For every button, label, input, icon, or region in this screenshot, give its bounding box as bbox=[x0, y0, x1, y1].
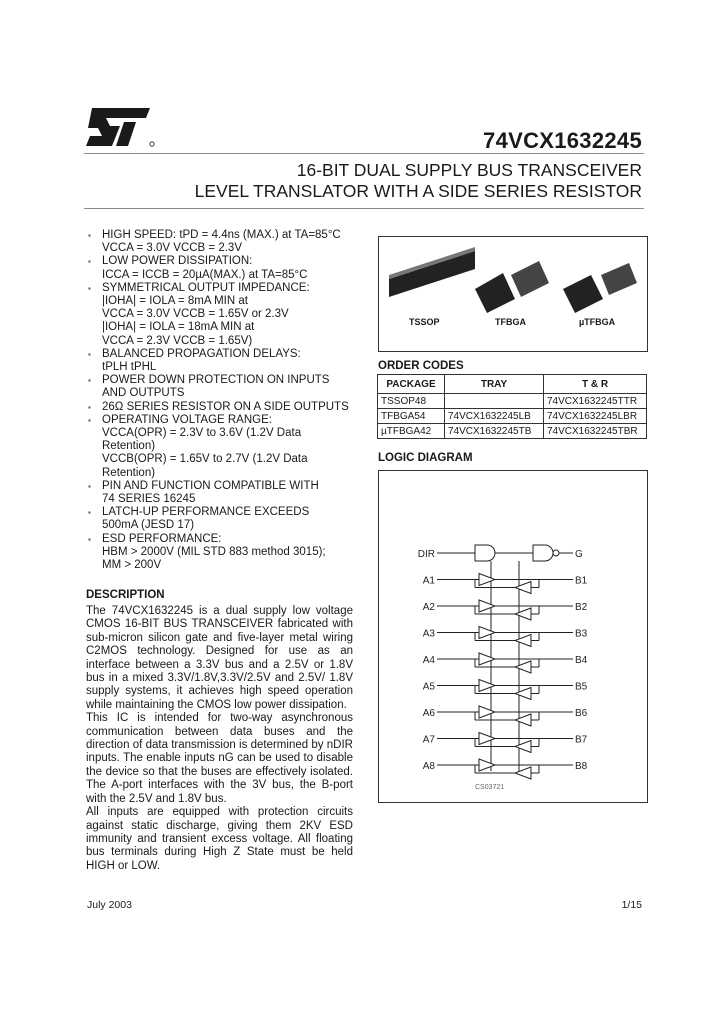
table-cell bbox=[445, 394, 544, 409]
buffer-left-icon bbox=[515, 582, 531, 594]
footer-date: July 2003 bbox=[87, 899, 132, 911]
logic-label-b: B7 bbox=[575, 734, 588, 746]
table-cell: 74VCX1632245LBR bbox=[544, 409, 647, 424]
feature-item bbox=[88, 229, 360, 255]
logic-label-dir: DIR bbox=[417, 549, 435, 560]
buffer-left-icon bbox=[515, 688, 531, 700]
package-label-tssop: TSSOP bbox=[409, 317, 440, 327]
feature-detail: 500mA (JESD 17) bbox=[102, 519, 195, 532]
feature-title: ▪ LOW POWER DISSIPATION: bbox=[88, 255, 360, 268]
buffer-right-icon bbox=[479, 600, 495, 612]
buffer-right-icon bbox=[479, 627, 495, 639]
buffer-right-icon bbox=[479, 653, 495, 665]
logic-label-a: A5 bbox=[422, 681, 435, 693]
logic-label-b: B4 bbox=[575, 655, 588, 666]
logic-label-a: A8 bbox=[422, 761, 435, 772]
feature-item bbox=[88, 282, 360, 348]
table-cell: µTFBGA42 bbox=[378, 424, 445, 439]
feature-detail: Retention) bbox=[102, 440, 156, 453]
inverter-bubble-icon bbox=[553, 550, 559, 556]
table-row bbox=[378, 424, 647, 439]
logic-label-b: B3 bbox=[575, 628, 588, 640]
table-row bbox=[378, 409, 647, 424]
logic-label-a: A6 bbox=[422, 708, 435, 719]
feature-title: ▪ LATCH-UP PERFORMANCE EXCEEDS bbox=[88, 506, 360, 519]
buffer-right-icon bbox=[479, 759, 495, 771]
package-images bbox=[378, 236, 648, 352]
logic-label-g: G bbox=[575, 549, 583, 560]
feature-detail: VCCA(OPR) = 2.3V to 3.6V (1.2V Data bbox=[102, 427, 302, 440]
feature-detail: AND OUTPUTS bbox=[102, 387, 185, 400]
logic-diagram-frame bbox=[378, 470, 648, 803]
feature-item bbox=[88, 414, 360, 480]
and-gate-icon bbox=[533, 545, 553, 561]
feature-title: ▪ ESD PERFORMANCE: bbox=[88, 533, 360, 546]
header-rule bbox=[84, 153, 644, 154]
feature-item bbox=[88, 255, 360, 281]
title-rule bbox=[84, 208, 644, 209]
logic-diagram-heading: LOGIC DIAGRAM bbox=[378, 452, 473, 464]
feature-item bbox=[88, 374, 360, 400]
feature-item bbox=[88, 401, 360, 414]
description-heading: DESCRIPTION bbox=[86, 589, 165, 601]
title-line-1: 16-BIT DUAL SUPPLY BUS TRANSCEIVER bbox=[296, 160, 642, 180]
feature-detail: VCCA = 2.3V VCCB = 1.65V) bbox=[102, 334, 253, 347]
feature-title: ▪ OPERATING VOLTAGE RANGE: bbox=[88, 414, 360, 427]
feature-detail: |IOHA| = IOLA = 18mA MIN at bbox=[102, 321, 255, 334]
logic-label-a: A3 bbox=[422, 628, 435, 640]
feature-detail: VCCA = 3.0V VCCB = 2.3V bbox=[102, 242, 242, 255]
table-cell: TFBGA54 bbox=[378, 409, 445, 424]
column-header: TRAY bbox=[445, 375, 544, 394]
feature-title: ▪ BALANCED PROPAGATION DELAYS: bbox=[88, 348, 360, 361]
buffer-right-icon bbox=[479, 733, 495, 745]
buffer-right-icon bbox=[479, 706, 495, 718]
logic-label-b: B5 bbox=[575, 681, 588, 693]
buffer-right-icon bbox=[479, 574, 495, 586]
package-label-tfbga: TFBGA bbox=[495, 317, 526, 327]
buffer-left-icon bbox=[515, 741, 531, 753]
logic-label-b: B2 bbox=[575, 602, 588, 613]
logic-label-b: B8 bbox=[575, 761, 588, 772]
column-header: T & R bbox=[544, 375, 647, 394]
order-codes-heading: ORDER CODES bbox=[378, 360, 464, 372]
logic-label-a: A2 bbox=[422, 602, 435, 613]
logic-diagram bbox=[379, 471, 647, 802]
and-gate-icon bbox=[475, 545, 495, 561]
feature-item bbox=[88, 348, 360, 374]
feature-detail: VCCA = 3.0V VCCB = 1.65V or 2.3V bbox=[102, 308, 289, 321]
package-label-utfbga: µTFBGA bbox=[579, 317, 616, 327]
logic-label-a: A7 bbox=[422, 734, 435, 746]
feature-detail: 74 SERIES 16245 bbox=[102, 493, 196, 506]
feature-detail: Retention) bbox=[102, 466, 156, 479]
description-body bbox=[86, 605, 353, 873]
description-paragraph: All inputs are equipped with protection circuits against static discharge, giving them 2KV ESD immunity and transient excess voltage. All floating bus terminals during High Z State must be held HIGH or LOW. bbox=[86, 806, 353, 872]
title-line-2: LEVEL TRANSLATOR WITH A SIDE SERIES RESISTOR bbox=[194, 181, 642, 201]
table-cell: 74VCX1632245LB bbox=[445, 409, 544, 424]
feature-title: ▪ POWER DOWN PROTECTION ON INPUTS bbox=[88, 374, 360, 387]
feature-detail: HBM > 2000V (MIL STD 883 method 3015); bbox=[102, 545, 326, 558]
description-paragraph: This IC is intended for two-way asynchronous communication between data buses and the direction of data transmission is determined by nDIR inputs. The enable inputs nG can be used to disable the device so that the buses are effectively isolated. The A-port interfaces with the 3V bus, the B-port with the 2.5V and 1.8V bus. bbox=[86, 712, 353, 805]
feature-list bbox=[88, 229, 360, 572]
feature-title: ▪ HIGH SPEED: tPD = 4.4ns (MAX.) at TA=85°C bbox=[88, 229, 360, 242]
table-row bbox=[378, 394, 647, 409]
table-cell: 74VCX1632245TBR bbox=[544, 424, 647, 439]
table-cell: 74VCX1632245TTR bbox=[544, 394, 647, 409]
footer-page: 1/15 bbox=[621, 899, 642, 911]
feature-detail: VCCB(OPR) = 1.65V to 2.7V (1.2V Data bbox=[102, 453, 308, 466]
feature-item bbox=[88, 533, 360, 573]
package-drawings bbox=[379, 237, 647, 351]
logic-label-a: A1 bbox=[422, 575, 435, 587]
feature-detail: |IOHA| = IOLA = 8mA MIN at bbox=[102, 295, 248, 308]
diagram-code: CS03721 bbox=[475, 784, 505, 791]
description-paragraph: The 74VCX1632245 is a dual supply low voltage CMOS 16-BIT BUS TRANSCEIVER fabricated with sub-micron silicon gate and five-layer metal wiring C2MOS technology. Designed for use as an interface between a 3.3V bus and a 2.5V or 1.8V bus in a mixed 3.3V/1.8V,3.3V/2.5V and 2.5V/ 1.8V supply systems, it achieves high speed operation while maintaining the CMOS low power dissipation. bbox=[86, 605, 353, 711]
buffer-left-icon bbox=[515, 767, 531, 779]
buffer-right-icon bbox=[479, 680, 495, 692]
logic-label-b: B1 bbox=[575, 575, 588, 587]
table-cell: TSSOP48 bbox=[378, 394, 445, 409]
buffer-left-icon bbox=[515, 714, 531, 726]
table-cell: 74VCX1632245TB bbox=[445, 424, 544, 439]
st-logo bbox=[84, 102, 156, 150]
feature-title: ▪ PIN AND FUNCTION COMPATIBLE WITH bbox=[88, 480, 360, 493]
logic-label-a: A4 bbox=[422, 655, 435, 666]
feature-detail: tPLH tPHL bbox=[102, 361, 157, 374]
feature-title: ▪ 26Ω SERIES RESISTOR ON A SIDE OUTPUTS bbox=[88, 401, 360, 414]
feature-item bbox=[88, 480, 360, 506]
order-codes-table bbox=[377, 374, 647, 439]
part-number: 74VCX1632245 bbox=[483, 128, 642, 153]
feature-title: ▪ SYMMETRICAL OUTPUT IMPEDANCE: bbox=[88, 282, 360, 295]
logic-label-b: B6 bbox=[575, 708, 588, 719]
feature-detail: ICCA = ICCB = 20µA(MAX.) at TA=85°C bbox=[102, 268, 308, 281]
buffer-left-icon bbox=[515, 608, 531, 620]
feature-detail: MM > 200V bbox=[102, 559, 162, 572]
buffer-left-icon bbox=[515, 661, 531, 673]
buffer-left-icon bbox=[515, 635, 531, 647]
feature-item bbox=[88, 506, 360, 532]
column-header: PACKAGE bbox=[378, 375, 445, 394]
